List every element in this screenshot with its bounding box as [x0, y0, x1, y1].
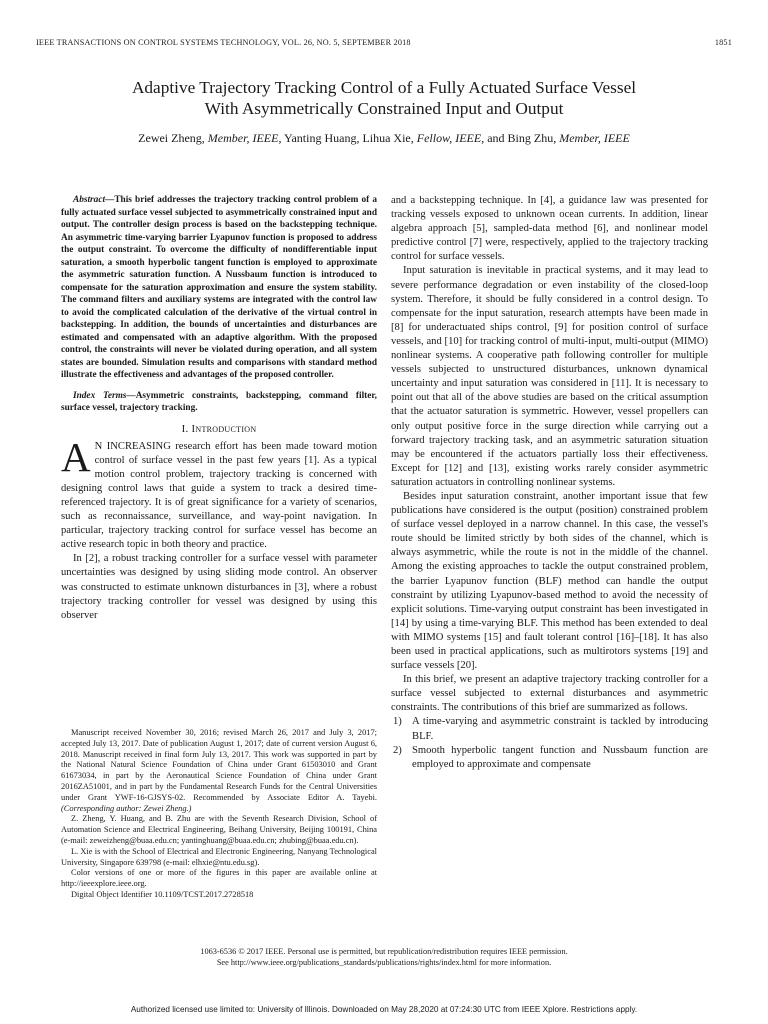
list-item [391, 744, 708, 772]
list-item-text: Smooth hyperbolic tangent function and Nussbaum function are employed to approximate and compensate [412, 744, 708, 770]
abstract-text: This brief addresses the trajectory tracking control problem of a fully actuated surface vessel subjected to asymmetrically constrained input and output. The controller design process is based on the backstepping technique. An asymmetric time-varying barrier Lyapunov function is proposed to address the output constraint. To overcome the difficulty of nondifferentiable input saturation, a smooth hyperbolic tangent function is employed to approximate the asymmetric saturation function. A Nussbaum function is introduced to compensate for the saturation approximation and ensure the system stability. The command filters and auxiliary systems are integrated with the control law to avoid the complicated calculation of the derivative of the virtual control in backstepping. In addition, the bounds of uncertainties and disturbances are estimated and compensated with an adaptive algorithm. With the proposed control, the constraints will never be violated during operation, and all system states are bounded. Simulation results and comparisons with standard method illustrate the effectiveness and advantages of the proposed controller. [61, 195, 377, 380]
index-terms [61, 390, 377, 415]
index-terms-label: Index Terms— [73, 390, 136, 401]
intro-paragraph-2: In [2], a robust tracking controller for a surface vessel with parameter uncertainties was designed by using sliding mode control. An observer was constructed to estimate unknown disturbances in [3], where a robust trajectory tracking controller for vessel was designed by using this observer [61, 553, 377, 621]
author-1-role: Member, IEEE [207, 131, 279, 145]
list-item-number: 2) [393, 744, 402, 756]
list-item [391, 715, 708, 743]
author-1: Zewei Zheng, [138, 131, 205, 145]
affiliation-2: L. Xie is with the School of Electrical and Electronic Engineering, Nanyang Technological University, Singapore 639798 (e-mail: elhxie@ntu.edu.sg). [61, 846, 377, 867]
author-4-role: Member, IEEE [559, 131, 630, 145]
author-2-3: , Yanting Huang, Lihua Xie, [278, 131, 414, 145]
manuscript-received-text: Manuscript received November 30, 2016; revised March 26, 2017 and July 3, 2017; accepted July 13, 2017. Date of publication August 1, 2017; date of current version August 6, 2018. Manuscript received in final form July 13, 2017. This work was supported in part by the National Natural Science Foundation of China under Grant 61503010 and Grant 61673034, in part by the Aeronautical Science Foundation of China under Grant 2016ZA51001, and in part by the Fundamental Research Funds for the Central Universities under Grant YWF-16-GJSYS-02. Recommended by Associate Editor A. Tayebi. [61, 728, 377, 802]
doi: Digital Object Identifier 10.1109/TCST.2017.2728518 [71, 889, 254, 899]
copyright-notice [30, 946, 738, 968]
section-heading-introduction [61, 422, 377, 436]
title-line-1: Adaptive Trajectory Tracking Control of a Fully Actuated Surface Vessel [131, 78, 637, 97]
right-paragraph-3: Besides input saturation constraint, another important issue that few publications have considered is the output (position) constrained problem of surface vessel deployed in a narrow channel. In this case, the vessel's route should be limited strictly by both sides of the channel, which is always asymmetric, while the route is not in the middle of the channel. Among the existing approaches to tackle the output constrained problem, the barrier Lyapunov function (BLF) method can handle the output constraint by utilizing Lyapunov-based method to avoid the necessity of explicit solutions. Time-varying output constraint has been investigated in [14] by using a time-varying BLF. This method has been extended to deal with MIMO systems [15] and fault tolerant control [16]–[18]. It has also been used in practical applications, such as multirotors systems [19] and surface vessels [20]. [391, 490, 708, 672]
author-list [30, 131, 738, 146]
title-line-2: With Asymmetrically Constrained Input and Output [204, 99, 564, 118]
contribution-list [391, 715, 708, 771]
drop-cap: A [61, 433, 91, 480]
author-3-role: Fellow, IEEE [416, 131, 482, 145]
section-name: Introduction [191, 422, 257, 435]
left-column [61, 194, 377, 623]
right-paragraph-2: Input saturation is inevitable in practical systems, and it may lead to severe performance degradation or even instability of the closed-loop system. Therefore, it should be fully considered in a control design. To compensate for the input saturation, research attempts have been made in [8] for underactuated ships control, [9] for position control of surface vessels, and [10] for tracking control of multi-input, multi-output (MIMO) nonlinear systems. A cooperative path following controller for multiple vessels subjected to unstructured disturbances, unknown dynamical uncertainty and input saturation was considered in [11]. It is necessary to point out that all of the above studies are based on the critical assumption that the actuator saturation is symmetric. However, vessel propellers can only output positive force in the surge direction while carrying out a forward trajectory tracking task, and an asymmetric saturation situation may be encountered if the actuators partially loss their effectiveness. Except for [12] and [13], existing works rarely consider asymmetric saturation actuators in controlling nonlinear systems. [391, 265, 708, 488]
author-4: , and Bing Zhu, [481, 131, 557, 145]
intro-paragraph-1-text: N INCREASING research effort has been made toward motion control of surface vessel in the past few years [1]. As a typical motion control problem, trajectory tracking is concerned with designing control laws that guide a system to track a desired time-referenced trajectory. It is of great significance for a variety of scenarios, such as reconnaissance, surveillance, and way-point navigation. In particular, trajectory tracking control for surface vessel has become an active research topic in both theory and practice. [61, 440, 377, 551]
running-header [36, 38, 732, 50]
right-column [391, 194, 708, 772]
list-item-text: A time-varying and asymmetric constraint is tackled by introducing BLF. [412, 716, 708, 742]
right-paragraph-4: In this brief, we present an adaptive trajectory tracking controller for a surface vessel subjected to external disturbances and asymmetric constraints. The contributions of this brief are summarized as follows. [391, 674, 708, 714]
page-number: 1851 [714, 38, 732, 47]
paper-title [30, 77, 738, 119]
authorized-use-notice: Authorized licensed use limited to: University of Illinois. Downloaded on May 28,2020 at 07:24:30 UTC from IEEE Xplore. Restrictions apply. [130, 1005, 638, 1014]
journal-name: IEEE TRANSACTIONS ON CONTROL SYSTEMS TECHNOLOGY, VOL. 26, NO. 5, SEPTEMBER 2018 [36, 38, 411, 47]
manuscript-received [61, 728, 377, 814]
intro-paragraph-1 [61, 433, 377, 553]
copyright-line-2: See http://www.ieee.org/publications_standards/publications/rights/index.html for more information. [216, 958, 552, 967]
affiliation-1: Z. Zheng, Y. Huang, and B. Zhu are with the Seventh Research Division, School of Automation Science and Electrical Engineering, Beihang University, Beijing 100191, China (e-mail: zeweizheng@buaa.edu.cn; yantinghuang@buaa.edu.cn; zhubing@buaa.edu.cn). [61, 814, 377, 845]
abstract [61, 194, 377, 382]
color-versions-note: Color versions of one or more of the figures in this paper are available online at http://ieeexplore.ieee.org. [61, 868, 377, 889]
copyright-line-1: 1063-6536 © 2017 IEEE. Personal use is permitted, but republication/redistribution requires IEEE permission. [200, 947, 568, 956]
abstract-label: Abstract— [73, 195, 115, 205]
right-paragraph-1: and a backstepping technique. In [4], a guidance law was presented for tracking vessels exposed to unknown ocean currents. In addition, linear algebra approach [5], sampled-data method [6], and nonlinear model predictive control [7] were, respectively, applied to the trajectory tracking control for surface vessels. [391, 195, 708, 263]
first-page-footnote [61, 728, 377, 901]
list-item-number: 1) [393, 716, 402, 728]
section-numeral: I. [181, 422, 192, 435]
corresponding-author: (Corresponding author: Zewei Zheng.) [61, 803, 192, 813]
index-terms-text: Asymmetric constraints, backstepping, command filter, surface vessel, trajectory tracking. [61, 390, 377, 413]
